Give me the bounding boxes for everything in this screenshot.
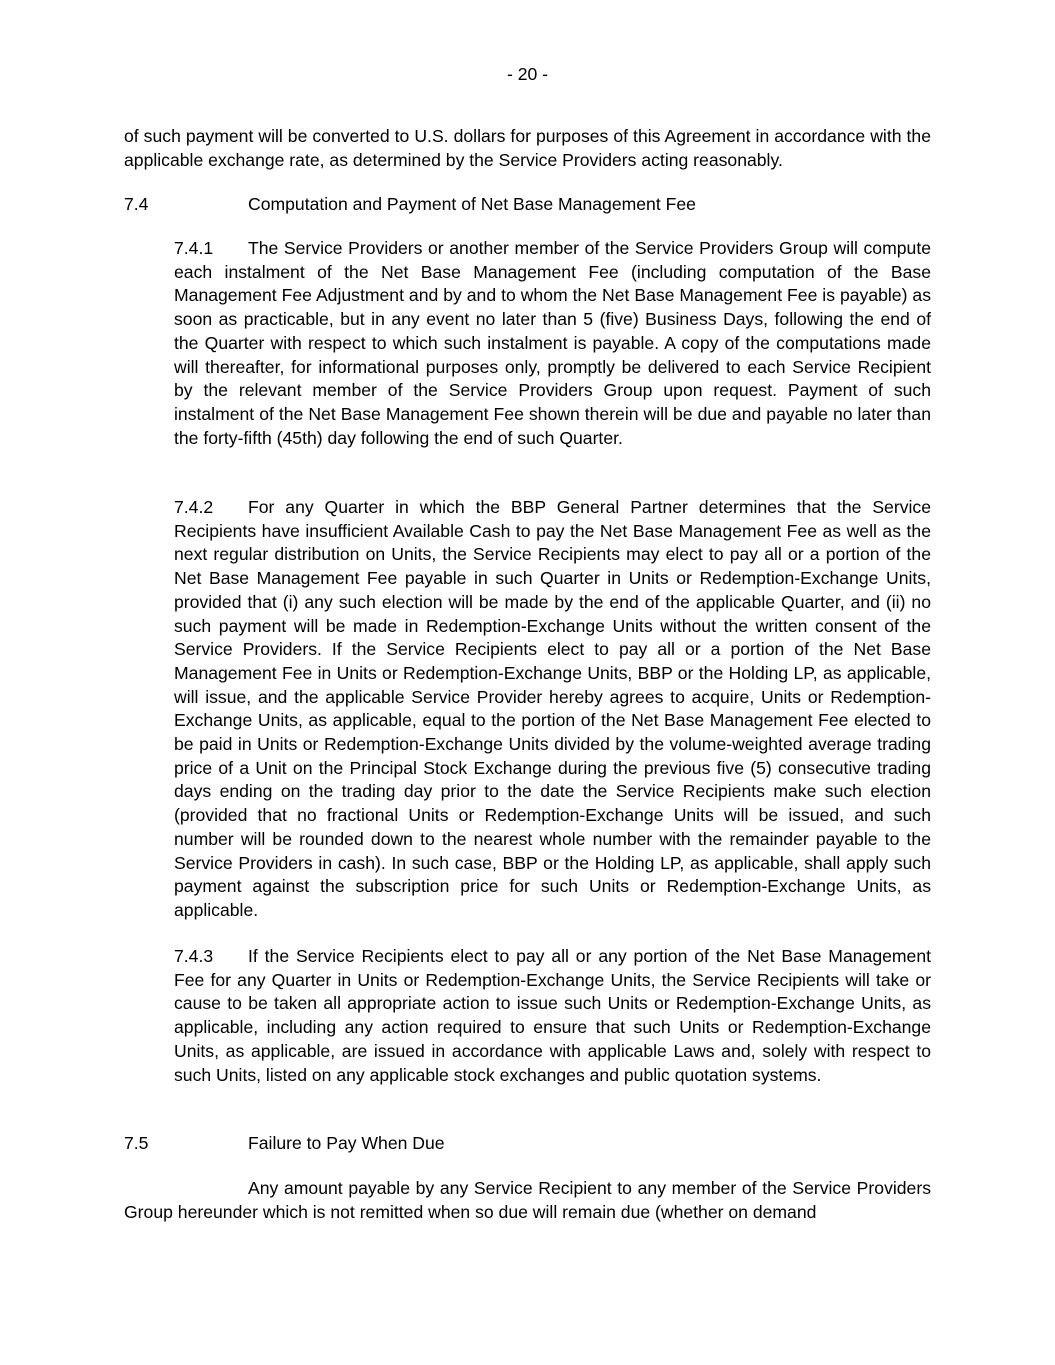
section-7-4-1-text: The Service Providers or another member of the Service Providers Group will compute each instalment of the Net Base Management Fee (including computation of the Base Management Fee Adjustment and by and to whom the Net Base Management Fee is payable) as soon as practicable, but in any event no later than 5 (five) Business Days, following the end of the Quarter with respect to which such instalment is payable. A copy of the computations made will thereafter, for informational purposes only, promptly be delivered to each Service Recipient by the relevant member of the Service Providers Group upon request. Payment of such instalment of the Net Base Management Fee shown therein will be due and payable no later than the forty-fifth (45th) day following the end of such Quarter. <box>174 238 931 448</box>
section-7-5-title: Failure to Pay When Due <box>248 1133 445 1153</box>
section-7-4-1-paragraph <box>174 237 931 450</box>
section-7-4-title: Computation and Payment of Net Base Management Fee <box>248 194 696 214</box>
carryover-paragraph: of such payment will be converted to U.S. dollars for purposes of this Agreement in accordance with the applicable exchange rate, as determined by the Service Providers acting reasonably. <box>124 126 931 170</box>
section-7-4-3-text: If the Service Recipients elect to pay all or any portion of the Net Base Management Fee for any Quarter in Units or Redemption-Exchange Units, the Service Recipients will take or cause to be taken all appropriate action to issue such Units or Redemption-Exchange Units, as applicable, including any action required to ensure that such Units or Redemption-Exchange Units, as applicable, are issued in accordance with applicable Laws and, solely with respect to such Units, listed on any applicable stock exchanges and public quotation systems. <box>174 946 931 1085</box>
section-7-4-number: 7.4 <box>124 194 149 214</box>
section-7-5-number: 7.5 <box>124 1133 149 1153</box>
section-7-5-body: Any amount payable by any Service Recipient to any member of the Service Providers Group hereunder which is not remitted when so due will remain due (whether on demand <box>124 1178 931 1222</box>
section-7-4-2-paragraph <box>174 496 931 923</box>
section-7-4-1-number: 7.4.1 <box>174 238 214 258</box>
section-7-5-heading <box>124 1132 931 1156</box>
section-7-4-heading <box>124 193 931 217</box>
section-7-4-2-number: 7.4.2 <box>174 497 214 517</box>
page-number: - 20 - <box>506 64 549 84</box>
section-7-4-2-text: For any Quarter in which the BBP General Partner determines that the Service Recipients have insufficient Available Cash to pay the Net Base Management Fee as well as the next regular distribution on Units, the Service Recipients may elect to pay all or a portion of the Net Base Management Fee payable in such Quarter in Units or Redemption-Exchange Units, provided that (i) any such election will be made by the end of the applicable Quarter, and (ii) no such payment will be made in Redemption-Exchange Units without the written consent of the Service Providers. If the Service Recipients elect to pay all or a portion of the Net Base Management Fee in Units or Redemption-Exchange Units, BBP or the Holding LP, as applicable, will issue, and the applicable Service Provider hereby agrees to acquire, Units or Redemption-Exchange Units, as applicable, equal to the portion of the Net Base Management Fee elected to be paid in Units or Redemption-Exchange Units divided by the volume-weighted average trading price of a Unit on the Principal Stock Exchange during the previous five (5) consecutive trading days ending on the trading day prior to the date the Service Recipients make such election (provided that no fractional Units or Redemption-Exchange Units will be issued, and such number will be rounded down to the nearest whole number with the remainder payable to the Service Providers in cash). In such case, BBP or the Holding LP, as applicable, shall apply such payment against the subscription price for such Units or Redemption-Exchange Units, as applicable. <box>174 497 931 920</box>
section-7-4-3-paragraph <box>174 945 931 1087</box>
section-7-4-3-number: 7.4.3 <box>174 946 214 966</box>
